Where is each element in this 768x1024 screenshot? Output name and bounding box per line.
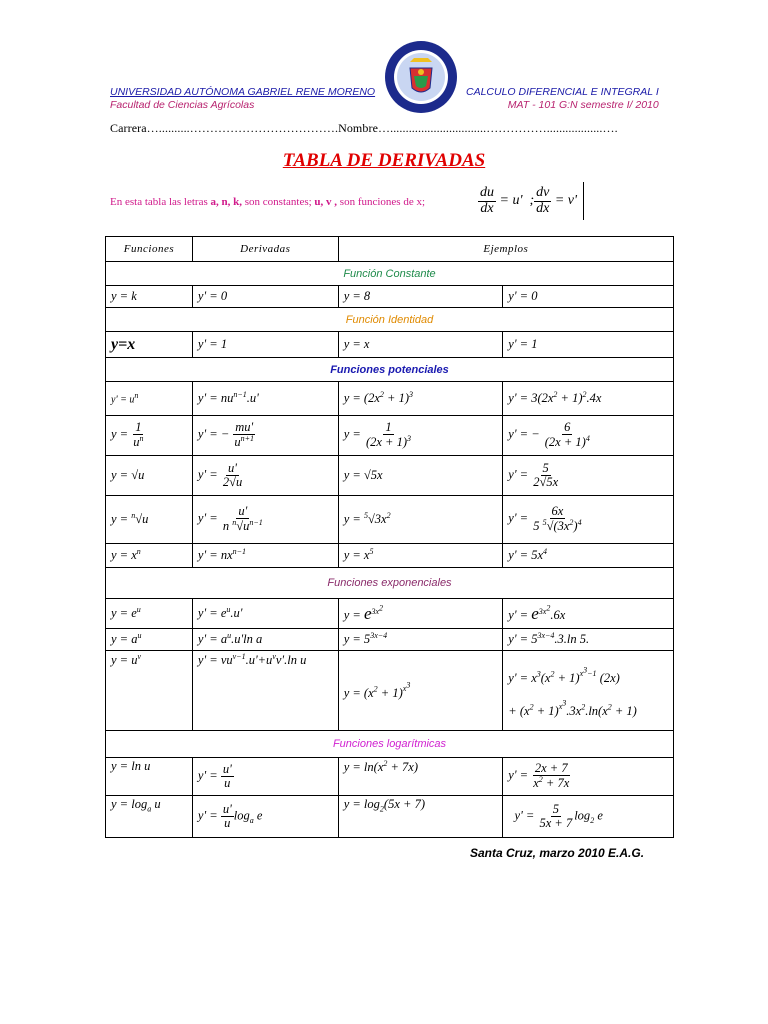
header-right	[466, 86, 659, 112]
section-identidad: Función Identidad	[106, 308, 674, 332]
table-row: y = $\frac{1}{u^n}$ y' = − $\frac{mu'}{u^{n+1}}$ y = $\frac{1}{(2x + 1)^3}$ y' = − $\frac{6}{(2x + 1)^4}$	[106, 416, 674, 456]
table-row: $y = e^u$ $y' = e^u.u'$ $y = e^{3x^2}$ $y' = e^{3x^2}.6x$	[106, 599, 674, 629]
header-left	[110, 86, 375, 112]
table-row: $y = u^v$ $y' = vu^{v-1}.u'+u^vv'.\ln$ u $y = (x^2 + 1)^{x^3}$ $y' = x^3(x^2 + 1)^{x^3-1}$ (2x) + $(x^2 + 1)^{x^3}.3x^2.\ln(x^2 + 1)$	[106, 651, 674, 731]
table-row: $y = a^u$ $y' = a^u.u'\ln$ a $y = 5^{3x-4}$ $y' = 5^{3x-4}.3.\ln$ 5.	[106, 629, 674, 651]
university-name: UNIVERSIDAD AUTÓNOMA GABRIEL RENE MORENO	[110, 86, 376, 98]
table-row: y=x y' = 1 y = x y' = 1	[106, 332, 674, 358]
university-seal-logo	[384, 40, 458, 114]
intro-functions: u, v ,	[314, 196, 338, 208]
table-row: y = k y' = 0 y = 8 y' = 0	[106, 286, 674, 308]
table-row: y = √u y' = $\frac{u'}{2√u}$ y = √5x y' = $\frac{5}{2√5x}$	[106, 456, 674, 496]
table-row: $y' = u^n$ $y' = nu^{n-1}.u'$ $y = (2x^2 + 1)^3$ $y' = 3(2x^2 + 1)^2.4x$	[106, 382, 674, 416]
section-exponenciales: Funciones exponenciales	[106, 568, 674, 599]
header-ejemplos: Ejemplos	[338, 237, 673, 262]
notation-definitions: $\frac{du}{dx}$ = u' ; $\frac{dv}{dx}$ = v'	[478, 182, 610, 226]
faculty-name: Facultad de Ciencias Agrícolas	[110, 99, 255, 111]
header-funciones: Funciones	[106, 237, 193, 262]
table-row: $y = x^n$ $y' = nx^{n-1}$ $y = x^5$ $y' = 5x^4$	[106, 544, 674, 568]
table-header-row	[106, 237, 674, 262]
table-row: y = ln u y' = $\frac{u'}{u}$ $y = \ln(x^2 + 7x)$ y' = $\frac{2x + 7}{x^2 + 7x}$	[106, 758, 674, 796]
intro-text-2: son constantes;	[242, 196, 315, 208]
intro-text-1: En esta tabla las letras	[110, 196, 211, 208]
derivatives-table	[105, 236, 674, 838]
section-potenciales: Funciones potenciales	[106, 358, 674, 382]
footer-signature: Santa Cruz, marzo 2010 E.A.G.	[470, 846, 645, 860]
table-row: $y = \log_a u$ y' = $\frac{u'}{u}$ $\log_a e$ $y = \log_2(5x + 7)$ y' = $\frac{5}{5x + 7}$ $\log_2 e$	[106, 796, 674, 838]
table-row: y = $^n$√u y' = $\frac{u'}{n ^n√u^{n-1}}$ $y = ^5√3x^2$ y' = $\frac{6x}{5 ^5√(3x^2)^4}$	[106, 496, 674, 544]
course-code: MAT - 101 G:N semestre I/ 2010	[507, 99, 659, 111]
course-name: CALCULO DIFERENCIAL E INTEGRAL I	[466, 86, 659, 98]
intro-text-3: son funciones de x;	[337, 196, 426, 208]
section-constante: Función Constante	[106, 262, 674, 286]
page-title: TABLA DE DERIVADAS	[282, 150, 486, 171]
header-derivadas: Derivadas	[192, 237, 338, 262]
intro-text	[110, 196, 425, 208]
intro-constants: a, n, k,	[210, 196, 242, 208]
section-logaritmicas: Funciones logarítmicas	[106, 731, 674, 758]
carrera-nombre-line: Carrera…..........……………………………….Nombre…...............................……………..................….	[110, 121, 618, 135]
